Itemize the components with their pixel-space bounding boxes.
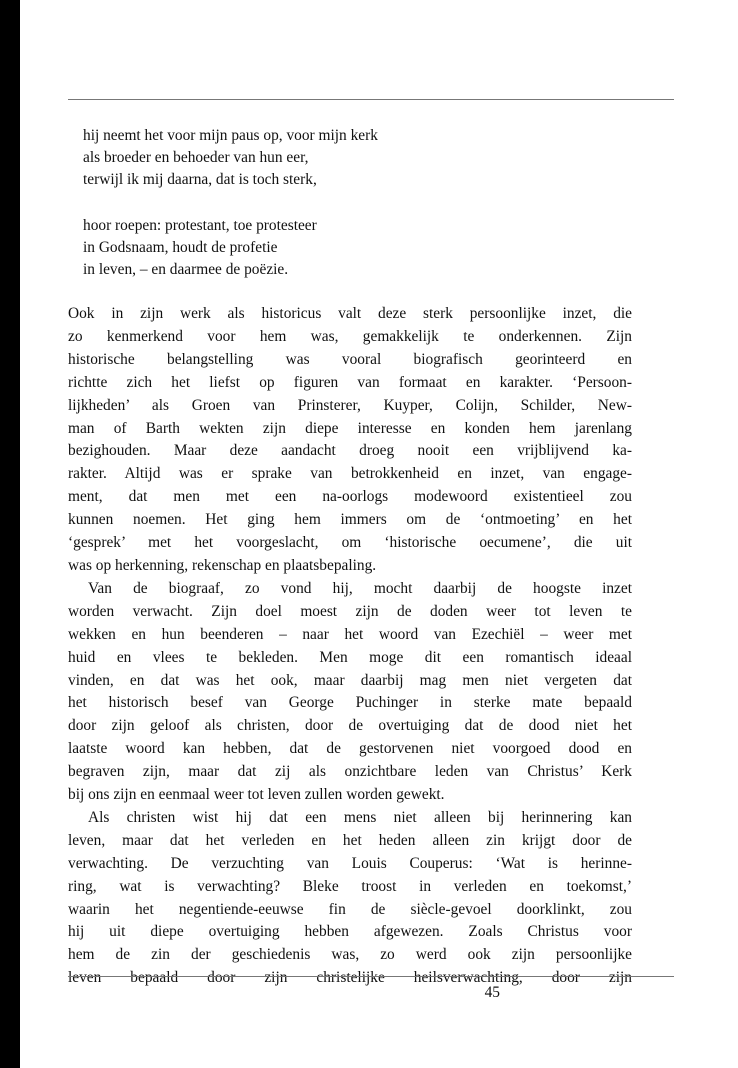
poem-stanza-2: [83, 215, 317, 281]
text-line: verwachting. De verzuchting van Louis Couperus: ‘Wat is herinne-: [68, 854, 632, 872]
text-line: ment, dat men met een na-oorlogs modewoord existentieel zou: [68, 488, 632, 506]
text-line: was op herkenning, rekenschap en plaatsbepaling.: [68, 556, 377, 574]
text-line: vinden, en dat was het ook, maar daarbij mag men niet vergeten dat: [68, 671, 632, 689]
footer-rule: [68, 976, 674, 977]
text-line: het historisch besef van George Puchinger in sterke mate bepaald: [68, 694, 632, 712]
text-line: zo kenmerkend voor hem was, gemakkelijk te onderkennen. Zijn: [68, 327, 632, 345]
text-line: huid en vlees te bekleden. Men moge dit een romantisch ideaal: [68, 648, 632, 666]
text-line: Van de biograaf, zo vond hij, mocht daarbij de hoogste inzet: [88, 579, 632, 597]
text-line: hem de zin der geschiedenis was, zo werd ook zijn persoonlijke: [68, 946, 632, 964]
text-line: Ook in zijn werk als historicus valt deze sterk persoonlijke inzet, die: [68, 305, 632, 322]
verse-line: als broeder en behoeder van hun eer,: [83, 149, 309, 166]
paragraph: [68, 578, 632, 807]
text-line: hij uit diepe overtuiging hebben afgewezen. Zoals Christus voor: [68, 923, 632, 941]
text-line: door zijn geloof als christen, door de overtuiging dat de dood niet het: [68, 717, 632, 735]
text-line: worden verwacht. Zijn doel moest zijn de doden weer tot leven te: [68, 602, 632, 620]
verse-line: terwijl ik mij daarna, dat is toch sterk,: [83, 171, 317, 188]
text-line: Als christen wist hij dat een mens niet alleen bij herinnering kan: [88, 808, 632, 826]
verse-line: hoor roepen: protestant, toe protesteer: [83, 217, 317, 234]
verse-line: in Godsnaam, houdt de profetie: [83, 239, 278, 256]
body-text: [68, 303, 632, 990]
text-line: begraven zijn, maar dat zij als onzichtbare leden van Christus’ Kerk: [68, 763, 632, 781]
text-line: kunnen noemen. Het ging hem immers om de ‘ontmoeting’ en het: [68, 511, 632, 529]
text-line: bij ons zijn en eenmaal weer tot leven zullen worden gewekt.: [68, 786, 445, 804]
header-rule: [68, 99, 674, 100]
text-line: man of Barth wekten zijn diepe interesse en konden hem jarenlang: [68, 419, 632, 437]
text-line: laatste woord kan hebben, dat de gestorvenen niet voorgoed dood en: [68, 740, 632, 758]
text-line: rakter. Altijd was er sprake van betrokkenheid en inzet, van engage-: [68, 465, 632, 483]
text-line: waarin het negentiende-eeuwse fin de siècle-gevoel doorklinkt, zou: [68, 900, 632, 918]
text-line: ‘gesprek’ met het voorgeslacht, om ‘historische oecumene’, die uit: [68, 534, 632, 552]
text-line: leven, maar dat het verleden en het heden alleen zin krijgt door de: [68, 831, 632, 849]
verse-line: hij neemt het voor mijn paus op, voor mijn kerk: [83, 127, 378, 144]
poem-stanza-1: [83, 125, 378, 191]
scan-edge: [0, 0, 20, 1068]
text-line: historische belangstelling was vooral biografisch georinteerd en: [68, 350, 632, 368]
text-line: leven bepaald door zijn christelijke heilsverwachting, door zijn: [68, 969, 632, 987]
text-line: ring, wat is verwachting? Bleke troost in verleden en toekomst,’: [68, 877, 632, 895]
page-number: 45: [484, 984, 500, 1001]
text-line: lijkheden’ als Groen van Prinsterer, Kuyper, Colijn, Schilder, New-: [68, 396, 632, 414]
text-line: richtte zich het liefst op figuren van formaat en karakter. ‘Persoon-: [68, 373, 632, 391]
paragraph: [68, 303, 632, 578]
text-line: bezighouden. Maar deze aandacht droeg nooit een vrijblijvend ka-: [68, 442, 632, 460]
verse-line: in leven, – en daarmee de poëzie.: [83, 261, 289, 278]
text-line: wekken en hun beenderen – naar het woord van Ezechiël – weer met: [68, 625, 632, 643]
paragraph: [68, 807, 632, 990]
